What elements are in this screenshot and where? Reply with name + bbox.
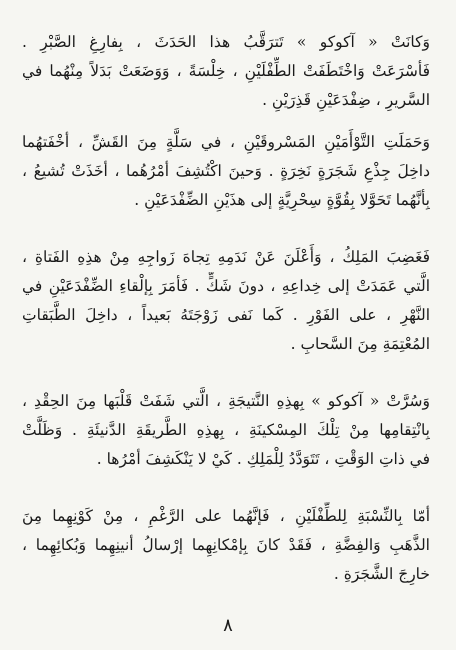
text-line: أمّا بِالنِّسْبَةِ لِلطِّفْلَيْنِ ، فَإنَّهُما على الرَّغْمِ ، مِنْ كَوْنِهِما مِنَ: [22, 507, 430, 525]
text-line: بِانْتِقامِها مِنْ تِلْكَ المِسْكينَةِ ، بِهذِهِ الطَّريقَةِ الدَّنيئَةِ . وَظَلَّتْ: [22, 421, 430, 439]
page-number: ٨: [223, 615, 233, 636]
text-line: الَّتي عَمَدَتْ إلى خِداعِهِ ، دونَ شَكٍّ . فَأمَرَ بِإلْقاءِ الضِّفْدَعَيْنِ في: [22, 277, 430, 295]
paragraph-2: [22, 128, 430, 215]
text-line: فَأسْرَعَتْ وَاخْتَطَفَتْ الطِّفْلَيْنِ ، خِلْسَةً ، وَوَضَعَتْ بَدَلاً مِنْهُما في: [22, 62, 430, 80]
text-line: المُعْتِمَةِ مِنَ السَّحابِ .: [290, 335, 430, 353]
paragraph-3: [22, 243, 430, 359]
text-line: في ذاتِ الوَقْتِ ، تَتَوَدَّدُ لِلْمَلِكِ . كَيْ لا يَنْكَشِفَ أمْرُها .: [96, 450, 430, 468]
paragraph-1: [22, 28, 430, 115]
text-line: خارِجَ الشَّجَرَةِ .: [333, 565, 430, 583]
text-line: وَكانَتْ « آكوكو » تَترَقَّبُ هذا الحَدَثَ ، بِفارِغِ الصَّبْرِ .: [22, 33, 430, 51]
text-line: وَسُرَّتْ « آكوكو » بِهذِهِ النَّتيجَةِ ، الَّتي شَفَتْ قَلْبَها مِنَ الحِقْدِ ،: [22, 392, 430, 410]
text-line: الذَّهَبِ وَالفِضَّةِ ، فَقَدْ كانَ بِإمْكانِهِما إرْسالُ أنينِهِما وَبُكائِهِما ،: [22, 536, 430, 554]
text-line: داخِلَ جِذْعِ شَجَرَةٍ نَخِرَةٍ . وَحينَ اكْتُشِفَ أمْرُهُما ، أخَذَتْ تُشيعُ ،: [22, 162, 430, 180]
text-line: بِأنَّهُما تَحَوَّلا بِقُوَّةٍ سِحْرِيَّةٍ إلى هذَيْنِ الضِّفْدَعَيْنِ .: [134, 191, 430, 209]
text-line: السَّريرِ ، ضِفْدَعَيْنِ قَذِرَيْنِ .: [262, 91, 430, 109]
text-line: فَغَضِبَ المَلِكُ ، وَأَعْلَنَ عَنْ نَدَمِهِ تِجاهَ زَواجِهِ مِنْ هذِهِ الفَتاةِ ،: [22, 248, 430, 266]
text-line: النَّهْرِ ، على الفَوْرِ . كَما نَفى زَوْجَتَهُ بَعيداً ، داخِلَ الطَّبَقاتِ: [22, 306, 430, 324]
text-line: وَحَمَلَتِ التَّوْأَمَيْنِ المَسْروقَيْنِ ، في سَلَّةٍ مِنَ القَشِّ ، أخْفَتهُما: [22, 133, 430, 151]
paragraph-5: [22, 502, 430, 589]
paragraph-4: [22, 387, 430, 474]
